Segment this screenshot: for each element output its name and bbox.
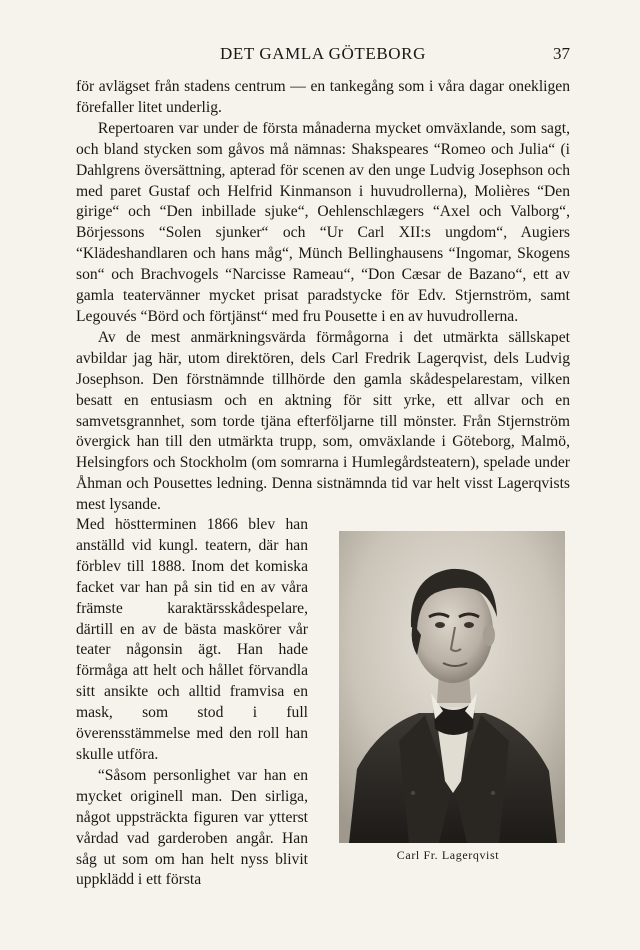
portrait-section <box>76 515 570 889</box>
paragraph-continuation: för avlägset från stadens centrum — en tankegång som i våra dagar onekligen förefaller litet underlig. <box>76 78 570 116</box>
paragraph-personality: “Såsom personlighet var han en mycket originell man. Den sirliga, något uppsträckta figuren var ytterst vårdad vad garderoben angår. Han såg ut som om han helt nyss blivit uppklädd i ett första <box>76 766 308 889</box>
paragraph-ensemble: Av de mest anmärkningsvärda förmågorna i det utmärkta sällskapet avbildar jag här, utom direktören, dels Carl Fredrik Lagerqvist, dels Ludvig Josephson. Den förstnämnde tillhörde den gamla skådespelarestam, vilken besatt en entusiasm och en aktning för sitt yrke, ett allvar och en samvetsgrannhet, som torde tjäna efterföljarne till mönster. Från Stjernström övergick han till den utmärkta trupp, som, omväxlande i Göteborg, Malmö, Helsingfors och Stockholm (om somrarna i Humlegårdsteatern), spelade under Åhman och Pousettes ledning. Denna sistnämnda tid var helt visst Lagerqvists mest lysande. <box>76 328 570 514</box>
paragraph-royal-theatre: Med höstterminen 1866 blev han anställd vid kungl. teatern, där han förblev till 1888. Inom det komiska facket var han på sin tid en av våra främste karaktärsskådespelare, därtill en av de bästa maskörer vår teater någonsin ägt. Han hade förmåga att helt och hållet förvandla sitt ansikte och alltid framvisa en mask, som stod i full överensstämmelse med den roll han skulle utföra. <box>76 516 308 763</box>
wrapped-text-column <box>76 515 308 891</box>
portrait-image <box>339 531 565 843</box>
page-number: 37 <box>553 44 570 63</box>
page-header <box>76 44 570 68</box>
running-head: DET GAMLA GÖTEBORG <box>220 44 426 63</box>
portrait-figure <box>339 531 565 843</box>
body-text <box>76 77 570 516</box>
paragraph-repertoire: Repertoaren var under de första månaderna mycket omväxlande, som sagt, och bland stycken som gåvos må nämnas: Shakspeares “Romeo och Julia“ (i Dahlgrens översättning, apterad för scenen av den unge Ludvig Josephson och med paret Gustaf och Helfrid Kinmanson i huvudrollerna), Molières “Den girige“ och “Den inbillade sjuke“, Oehlenschlægers “Axel och Valborg“, Börjessons “Solen sjunker“ och “Ur Carl XII:s ungdom“, Augiers “Klädeshandlaren och hans måg“, Münch Bellinghausens “Ingomar, Skogens son“ och Brachvogels “Narcisse Rameau“, “Don Cæsar de Bazano“, ett av gamla teatervänner mycket prisat paradstycke för Edv. Stjernström, samt Legouvés “Börd och förtjänst“ med fru Pousette i en av huvudrollerna. <box>76 119 570 325</box>
portrait-caption: Carl Fr. Lagerqvist <box>396 848 500 862</box>
